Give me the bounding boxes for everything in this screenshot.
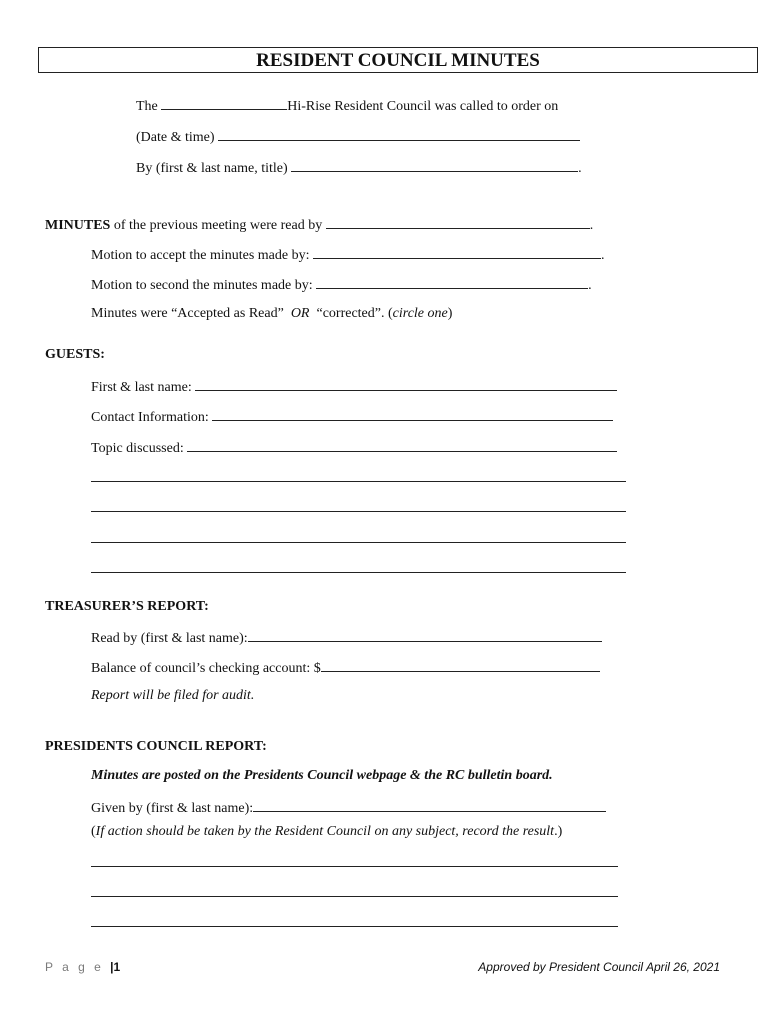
guest-name-label: First & last name: bbox=[91, 380, 192, 395]
page-label: P a g e bbox=[45, 960, 104, 974]
treasurer-read-line bbox=[91, 627, 602, 648]
page-number-footer bbox=[45, 960, 120, 974]
motion-second-line bbox=[91, 274, 592, 295]
action-note-line bbox=[91, 823, 562, 841]
balance-label: Balance of council’s checking account: $ bbox=[91, 661, 321, 676]
guest-topic-line-3[interactable] bbox=[91, 511, 626, 512]
motion-accept-label: Motion to accept the minutes made by: bbox=[91, 248, 310, 263]
guest-topic-line bbox=[91, 437, 617, 458]
approval-footer: Approved by President Council April 26, 2021 bbox=[478, 960, 720, 974]
period: . bbox=[589, 218, 594, 233]
motion-second-label: Motion to second the minutes made by: bbox=[91, 278, 313, 293]
minutes-status-line bbox=[91, 305, 452, 323]
guest-topic-line-5[interactable] bbox=[91, 572, 626, 573]
date-time-label: (Date & time) bbox=[136, 130, 215, 145]
called-by-label: By (first & last name, title) bbox=[136, 161, 288, 176]
open-paren: ( bbox=[91, 824, 96, 839]
page-number: 1 bbox=[113, 960, 121, 974]
minutes-heading: MINUTES bbox=[45, 218, 111, 233]
guest-contact-line bbox=[91, 406, 613, 427]
close-paren: ) bbox=[447, 306, 453, 321]
given-by-field[interactable] bbox=[253, 797, 606, 812]
close-paren: .) bbox=[554, 824, 563, 839]
period: . bbox=[588, 278, 592, 293]
audit-note: Report will be filed for audit. bbox=[91, 688, 255, 703]
council-name-field[interactable] bbox=[161, 95, 287, 110]
given-by-label: Given by (first & last name): bbox=[91, 801, 254, 816]
date-time-field[interactable] bbox=[218, 126, 580, 141]
guest-contact-label: Contact Information: bbox=[91, 410, 209, 425]
treasurer-read-label: Read by (first & last name): bbox=[91, 631, 248, 646]
minutes-read-line bbox=[45, 214, 593, 235]
accepted-option[interactable]: Minutes were “Accepted as Read” bbox=[91, 306, 284, 321]
balance-field[interactable] bbox=[321, 657, 600, 672]
date-time-line bbox=[136, 126, 580, 147]
guest-topic-line-2[interactable] bbox=[91, 481, 626, 482]
guest-contact-field[interactable] bbox=[212, 406, 613, 421]
action-note: If action should be taken by the Resident Council on any subject, record the result bbox=[95, 824, 555, 839]
call-to-order-line bbox=[136, 95, 558, 116]
guest-topic-label: Topic discussed: bbox=[91, 441, 184, 456]
guest-name-field[interactable] bbox=[195, 376, 617, 391]
motion-second-field[interactable] bbox=[316, 274, 588, 289]
result-line-1[interactable] bbox=[91, 866, 618, 867]
or-label: OR bbox=[290, 306, 310, 321]
treasurer-read-by-field[interactable] bbox=[248, 627, 602, 642]
given-by-line bbox=[91, 797, 606, 818]
balance-line bbox=[91, 657, 600, 678]
called-by-line bbox=[136, 157, 582, 178]
guest-topic-field[interactable] bbox=[187, 437, 617, 452]
minutes-read-by-field[interactable] bbox=[326, 214, 590, 229]
treasurer-heading: TREASURER’S REPORT: bbox=[45, 599, 209, 614]
page-title: RESIDENT COUNCIL MINUTES bbox=[38, 47, 758, 73]
result-line-3[interactable] bbox=[91, 926, 618, 927]
corrected-option[interactable]: “corrected”. ( bbox=[316, 306, 393, 321]
page-separator: | bbox=[110, 960, 114, 974]
guests-heading: GUESTS: bbox=[45, 347, 105, 362]
motion-accept-field[interactable] bbox=[313, 244, 601, 259]
circle-one-label: circle one bbox=[392, 306, 448, 321]
result-line-2[interactable] bbox=[91, 896, 618, 897]
guest-topic-line-4[interactable] bbox=[91, 542, 626, 543]
guest-name-line bbox=[91, 376, 617, 397]
posted-note: Minutes are posted on the Presidents Council webpage & the RC bulletin board. bbox=[91, 768, 553, 783]
motion-accept-line bbox=[91, 244, 605, 265]
period: . bbox=[601, 248, 605, 263]
council-text: Hi-Rise Resident Council was called to order on bbox=[287, 99, 559, 114]
period: . bbox=[578, 161, 582, 176]
minutes-read-label: of the previous meeting were read by bbox=[113, 218, 323, 233]
presidents-heading: PRESIDENTS COUNCIL REPORT: bbox=[45, 739, 267, 754]
the-label: The bbox=[136, 99, 158, 114]
called-by-field[interactable] bbox=[291, 157, 578, 172]
